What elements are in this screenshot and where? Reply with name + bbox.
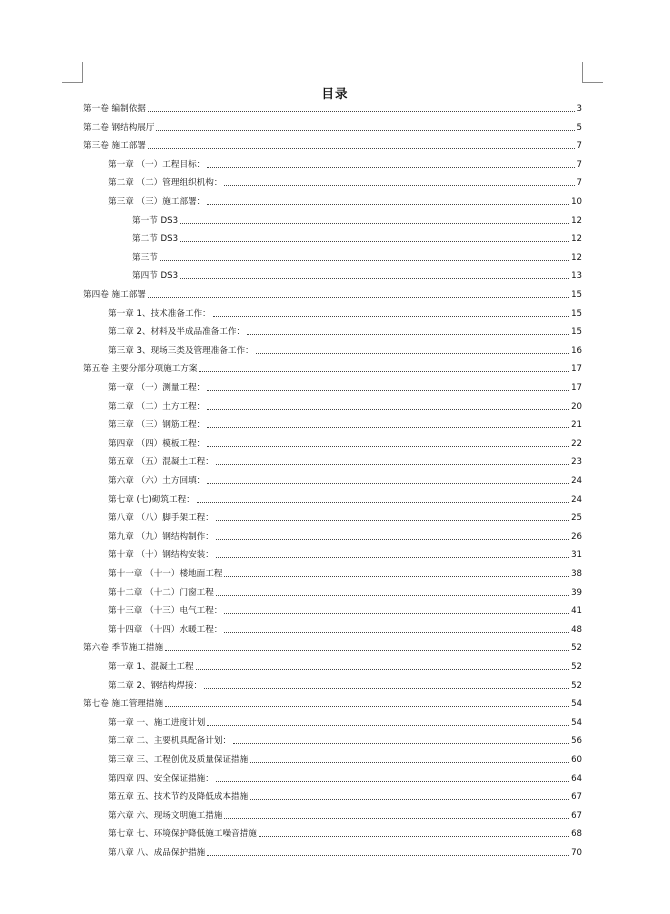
toc-page-number: 15 [571, 290, 582, 300]
toc-entry[interactable] [108, 659, 582, 673]
toc-entry-text: 第三章 （三）钢筋工程： [108, 420, 206, 431]
toc-page-number: 52 [571, 643, 582, 654]
toc-dot-leader [216, 557, 569, 558]
toc-dot-leader [156, 130, 574, 131]
toc-entry-text: 第四章 四、安全保证措施： [108, 773, 214, 784]
toc-dot-leader [216, 781, 569, 782]
toc-entry-text: 第十一章 （十一）楼地面工程 [108, 569, 223, 579]
toc-entry[interactable] [132, 213, 582, 227]
toc-entry[interactable] [108, 678, 582, 692]
toc-page-number: 23 [571, 457, 582, 468]
toc-entry-text: 第九章 （九）钢结构制作： [108, 531, 214, 542]
toc-entry-text: 第六章 （六）土方回填： [108, 476, 206, 486]
toc-title: 目录 [321, 86, 349, 101]
toc-page-number: 12 [571, 215, 582, 226]
toc-dot-leader [165, 706, 569, 707]
toc-dot-leader [224, 818, 569, 819]
toc-page-number: 5 [576, 122, 582, 133]
toc-page-number: 24 [571, 494, 582, 505]
toc-entry-text: 第二卷 钢结构展厅 [83, 122, 155, 133]
toc-entry[interactable] [83, 138, 582, 152]
toc-entry-text: 第六章 六、现场文明施工措施 [108, 810, 223, 821]
toc-page-number: 52 [571, 680, 582, 691]
toc-entry[interactable] [83, 696, 582, 710]
toc-entry-text: 第五卷 主要分部分项施工方案 [83, 364, 198, 375]
toc-page-number: 25 [571, 513, 582, 524]
toc-entry[interactable] [108, 306, 582, 320]
toc-entry[interactable] [108, 733, 582, 747]
toc-page-number: 31 [571, 550, 582, 561]
toc-dot-leader [224, 632, 569, 633]
toc-entry-text: 第三章 3、现场三类及管理准备工作： [108, 345, 254, 356]
toc-dot-leader [250, 799, 569, 800]
toc-page-number: 12 [571, 234, 582, 245]
toc-entry[interactable] [83, 640, 582, 654]
toc-entry-text: 第一章 1、混凝土工程 [108, 662, 194, 672]
toc-entry[interactable] [108, 194, 582, 208]
toc-dot-leader [197, 502, 569, 503]
toc-entry-text: 第一章 （一）工程目标： [108, 159, 206, 170]
toc-entry-text: 第一卷 编制依据 [83, 104, 146, 114]
toc-entry-text: 第四卷 施工部署 [83, 290, 146, 300]
toc-entry[interactable] [108, 492, 582, 506]
toc-dot-leader [160, 260, 569, 261]
toc-entry-text: 第十章 （十）钢结构安装： [108, 550, 214, 561]
toc-page-number: 26 [571, 531, 582, 542]
toc-entry-text: 第四节 DS3 [132, 271, 179, 282]
toc-page-number: 21 [571, 420, 582, 431]
toc-dot-leader [224, 613, 569, 614]
toc-entry-text: 第二章 二、主要机具配备计划： [108, 736, 232, 747]
toc-dot-leader [224, 576, 569, 577]
toc-dot-leader [165, 650, 569, 651]
toc-entry-text: 第七章 (七)砌筑工程： [108, 494, 195, 505]
toc-page-number: 41 [571, 606, 582, 617]
toc-entry-text: 第七章 七、环境保护降低施工噪音措施 [108, 829, 257, 840]
toc-entry-text: 第六卷 季节施工措施 [83, 643, 164, 654]
toc-dot-leader [207, 390, 569, 391]
toc-entry[interactable] [108, 399, 582, 413]
toc-dot-leader [216, 539, 569, 540]
toc-dot-leader [233, 743, 569, 744]
toc-dot-leader [207, 725, 569, 726]
toc-page-number: 67 [571, 792, 582, 803]
toc-entry[interactable] [108, 436, 582, 450]
toc-entry[interactable] [108, 343, 582, 357]
toc-page-number: 70 [571, 848, 582, 858]
toc-entry[interactable] [108, 157, 582, 171]
toc-entry[interactable] [108, 566, 582, 580]
toc-entry[interactable] [108, 771, 582, 785]
toc-dot-leader [216, 595, 569, 596]
toc-page-number: 15 [571, 327, 582, 338]
toc-dot-leader [250, 762, 569, 763]
toc-entry-text: 第一章 一、施工进度计划 [108, 717, 206, 728]
toc-entry-text: 第一章 （一）测量工程： [108, 383, 206, 393]
toc-entry[interactable] [108, 752, 582, 766]
toc-page-number: 54 [571, 717, 582, 728]
toc-page-number: 54 [571, 699, 582, 710]
toc-entry[interactable] [108, 510, 582, 524]
toc-entry[interactable] [108, 789, 582, 803]
toc-entry[interactable] [132, 250, 582, 264]
toc-page-number: 24 [571, 476, 582, 486]
toc-dot-leader [256, 353, 569, 354]
toc-entry-text: 第五章 五、技术节约及降低成本措施 [108, 792, 249, 803]
toc-dot-leader [148, 111, 575, 112]
toc-entry[interactable] [108, 845, 582, 859]
toc-dot-leader [213, 316, 569, 317]
toc-entry-text: 第八章 八、成品保护措施 [108, 848, 206, 858]
toc-page-number: 7 [576, 159, 582, 170]
toc-entry[interactable] [108, 380, 582, 394]
toc-entry-text: 第一章 1、技术准备工作： [108, 308, 211, 319]
toc-entry-text: 第五章 （五）混凝土工程： [108, 457, 214, 468]
toc-entry-text: 第十三章 （十三）电气工程： [108, 606, 223, 617]
toc-entry[interactable] [108, 454, 582, 468]
toc-dot-leader [207, 409, 569, 410]
toc-page-number: 67 [571, 810, 582, 821]
toc-entry[interactable] [108, 473, 582, 487]
toc-page-number: 13 [571, 271, 582, 282]
toc-entry-text: 第七卷 施工管理措施 [83, 699, 164, 710]
toc-entry-text: 第二章 （二）土方工程： [108, 401, 206, 412]
toc-page-number: 7 [576, 178, 582, 189]
toc-entry[interactable] [132, 268, 582, 282]
toc-page-number: 10 [571, 197, 582, 207]
toc-entry-text: 第十二章 （十二）门窗工程 [108, 587, 214, 598]
toc-page-number: 64 [571, 773, 582, 784]
toc-page-number: 68 [571, 829, 582, 840]
toc-entry-text: 第三卷 施工部署 [83, 141, 146, 152]
toc-entry[interactable] [108, 808, 582, 822]
toc-page-number: 3 [576, 104, 582, 114]
toc-dot-leader [148, 148, 575, 149]
toc-page-number: 52 [571, 662, 582, 672]
toc-entry-text: 第三章 （三）施工部署： [108, 197, 206, 207]
toc-dot-leader [207, 855, 569, 856]
toc-dot-leader [196, 669, 570, 670]
toc-entry-text: 第二章 2、钢结构焊接： [108, 680, 203, 691]
toc-entry-text: 第一节 DS3 [132, 215, 179, 226]
toc-dot-leader [180, 278, 569, 279]
toc-dot-leader [204, 688, 569, 689]
toc-entry[interactable] [108, 417, 582, 431]
toc-dot-leader [224, 185, 574, 186]
toc-entry[interactable] [132, 231, 582, 245]
toc-page-number: 7 [576, 141, 582, 152]
toc-entry[interactable] [108, 529, 582, 543]
toc-page-number: 56 [571, 736, 582, 747]
toc-entry[interactable] [83, 361, 582, 375]
toc-dot-leader [199, 371, 569, 372]
toc-entry-text: 第二章 （二）管理组织机构： [108, 178, 223, 189]
toc-entry[interactable] [83, 120, 582, 134]
toc-page-number: 39 [571, 587, 582, 598]
toc-dot-leader [180, 223, 569, 224]
toc-page-number: 17 [571, 364, 582, 375]
toc-dot-leader [207, 446, 569, 447]
toc-entry-text: 第四章 （四）模板工程： [108, 438, 206, 449]
toc-entry-text: 第二节 DS3 [132, 234, 179, 245]
toc-page-number: 16 [571, 345, 582, 356]
toc-entry[interactable] [108, 603, 582, 617]
toc-entry[interactable] [108, 324, 582, 338]
toc-page-number: 17 [571, 383, 582, 393]
toc-dot-leader [207, 483, 569, 484]
toc-dot-leader [216, 520, 569, 521]
toc-dot-leader [180, 241, 569, 242]
toc-entry[interactable] [108, 622, 582, 636]
toc-page-number: 60 [571, 755, 582, 765]
toc-entry[interactable] [108, 715, 582, 729]
toc-entry[interactable] [108, 547, 582, 561]
toc-entry-text: 第八章 （八）脚手架工程： [108, 513, 214, 524]
toc-dot-leader [247, 334, 569, 335]
toc-page-number: 15 [571, 308, 582, 319]
toc-entry[interactable] [83, 287, 582, 301]
toc-page-number: 12 [571, 252, 582, 263]
toc-dot-leader [216, 464, 569, 465]
toc-page-number: 22 [571, 438, 582, 449]
toc-dot-leader [259, 836, 569, 837]
toc-page-number: 38 [571, 569, 582, 579]
toc-entry-text: 第三章 三、工程创优及质量保证措施 [108, 755, 249, 765]
toc-dot-leader [148, 297, 569, 298]
toc-entry[interactable] [108, 585, 582, 599]
toc-dot-leader [207, 167, 574, 168]
toc-dot-leader [207, 204, 569, 205]
toc-entry-text: 第三节 [132, 252, 158, 263]
toc-entry[interactable] [108, 826, 582, 840]
toc-entry[interactable] [83, 101, 582, 115]
toc-page-number: 20 [571, 401, 582, 412]
toc-page-number: 48 [571, 624, 582, 635]
toc-entry-text: 第十四章 （十四）水暖工程： [108, 624, 223, 635]
toc-entry[interactable] [108, 175, 582, 189]
toc-entry-text: 第二章 2、材料及半成品准备工作： [108, 327, 246, 338]
toc-dot-leader [207, 427, 569, 428]
